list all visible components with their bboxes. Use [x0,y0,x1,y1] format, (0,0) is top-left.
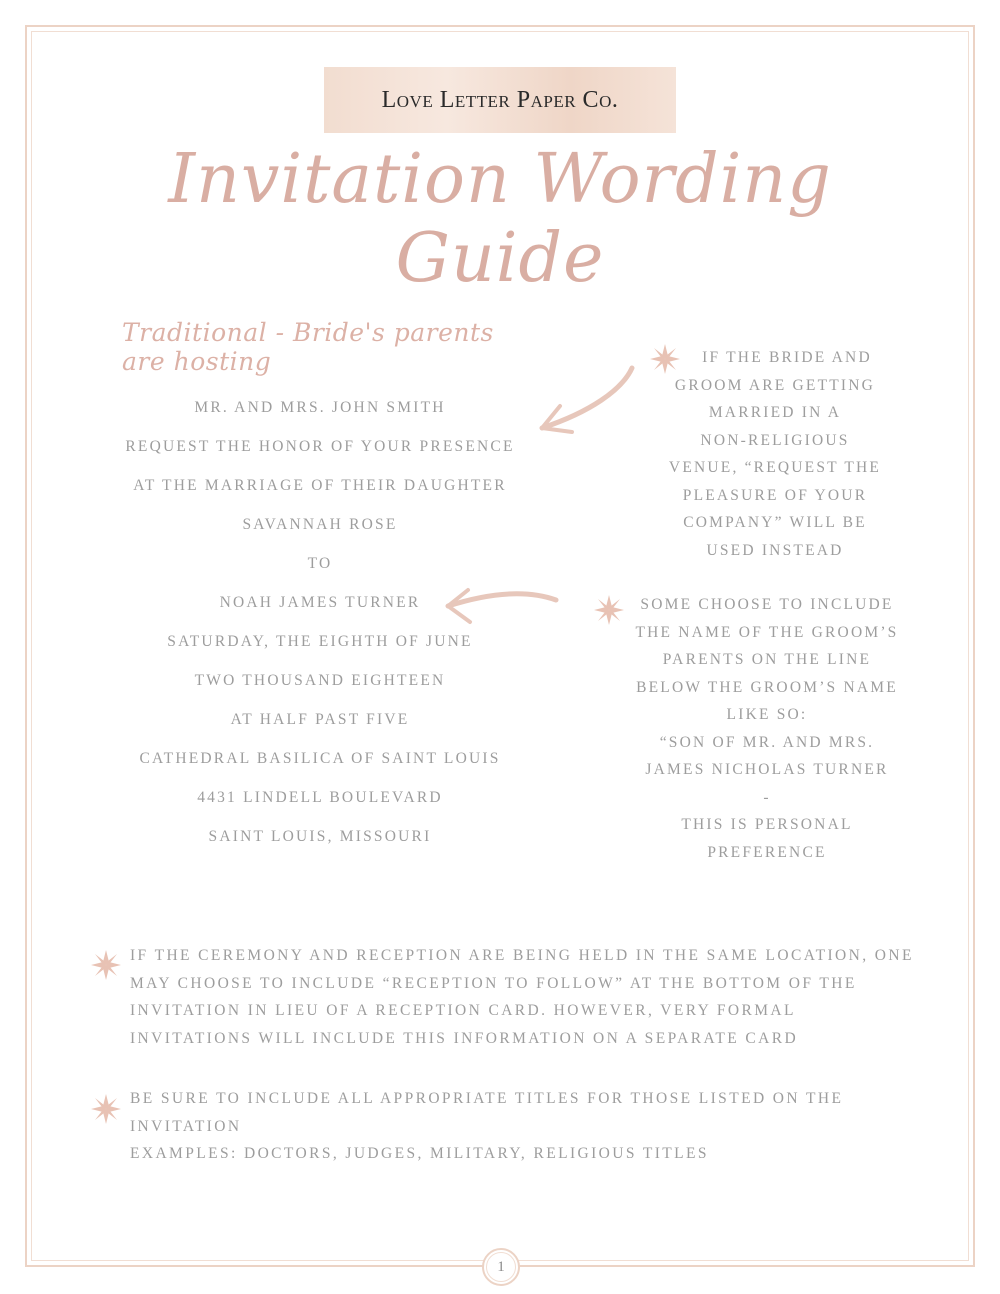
note-line: BELOW THE GROOM’S NAME [636,678,898,696]
invitation-line-date: SATURDAY, THE EIGHTH OF JUNE [167,633,473,650]
star-icon [89,1092,123,1126]
note-line: PLEASURE OF YOUR [682,486,868,504]
note-line: PARENTS ON THE LINE [662,651,872,668]
invitation-line-venue: CATHEDRAL BASILICA OF SAINT LOUIS [139,750,501,767]
note-line: EXAMPLES: DOCTORS, JUDGES, MILITARY, RELIGIOUS TITLES [130,1145,709,1162]
note-line: LIKE SO: [726,706,808,723]
note-line: VENUE, “REQUEST THE [668,459,882,476]
note-line: “SON OF MR. AND MRS. [659,733,875,751]
page-title: Invitation Wording Guide [168,140,832,298]
invitation-line-bride: SAVANNAH ROSE [242,516,398,533]
invitation-line-request: REQUEST THE HONOR OF YOUR PRESENCE [125,438,515,455]
note-line: JAMES NICHOLAS TURNER [645,761,889,778]
brand-name: Love Letter Paper Co. [381,86,619,113]
arrow-icon [440,582,562,628]
invitation-line-marriage: AT THE MARRIAGE OF THEIR DAUGHTER [133,477,507,494]
note-line: BE SURE TO INCLUDE ALL APPROPRIATE TITLES FOR THOSE LISTED ON THE [130,1090,844,1107]
note-line: USED INSTEAD [706,541,844,559]
page-number-badge [482,1248,520,1286]
note-line: THE NAME OF THE GROOM’S [635,623,899,641]
note-line: SOME CHOOSE TO INCLUDE [640,596,894,613]
invitation-line-to: TO [307,555,333,572]
star-icon [89,948,123,982]
star-icon [592,593,626,627]
arrow-icon [530,360,642,440]
invitation-line-year: TWO THOUSAND EIGHTEEN [194,672,446,689]
note-line: INVITATION [130,1117,242,1135]
invitation-line-groom: NOAH JAMES TURNER [219,594,421,611]
note-titles [130,1085,930,1168]
note-line: PREFERENCE [707,843,827,861]
invitation-line-hosts: MR. AND MRS. JOHN SMITH [194,399,446,416]
invitation-line-street: 4431 LINDELL BOULEVARD [197,789,443,806]
note-line: - [763,788,771,806]
note-line: MARRIED IN A [708,404,842,421]
note-line: THIS IS PERSONAL [681,816,853,833]
note-line: IF THE CEREMONY AND RECEPTION ARE BEING HELD IN THE SAME LOCATION, ONE [130,947,914,964]
note-line: IF THE BRIDE AND [702,349,872,366]
note-line: INVITATION IN LIEU OF A RECEPTION CARD. HOWEVER, VERY FORMAL [130,1002,796,1019]
invitation-line-city: SAINT LOUIS, MISSOURI [208,828,432,845]
brand-banner [324,67,676,133]
section-subtitle: Traditional - Bride's parents are hosting [122,318,494,376]
note-groom-parents [626,591,908,866]
note-reception [130,942,930,1052]
note-religious-venue [650,344,900,564]
note-line: NON-RELIGIOUS [700,431,850,449]
invitation-line-time: AT HALF PAST FIVE [230,711,410,728]
note-line: GROOM ARE GETTING [674,376,876,394]
note-line: MAY CHOOSE TO INCLUDE “RECEPTION TO FOLLOW” AT THE BOTTOM OF THE [130,974,857,992]
note-line: INVITATIONS WILL INCLUDE THIS INFORMATION ON A SEPARATE CARD [130,1029,799,1047]
page-number: 1 [486,1252,516,1282]
note-line: COMPANY” WILL BE [683,514,867,531]
